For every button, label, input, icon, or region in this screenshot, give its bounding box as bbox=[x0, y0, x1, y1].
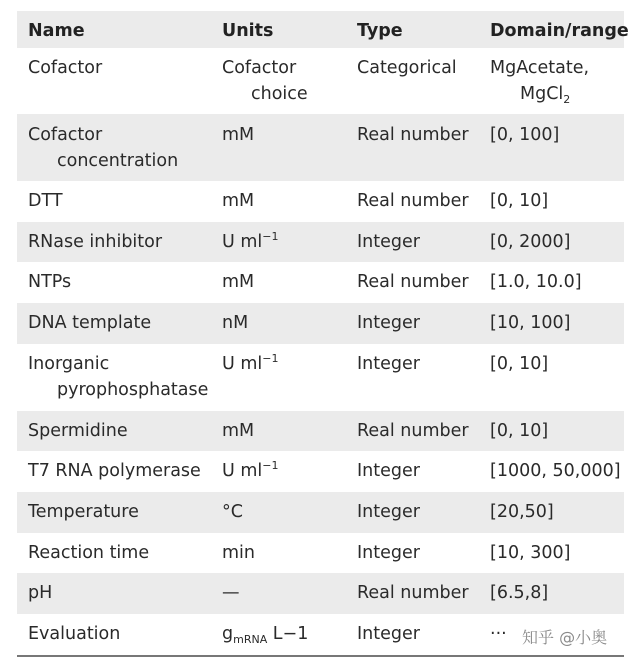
cell-type: Integer bbox=[357, 543, 420, 563]
cell-type: Integer bbox=[357, 624, 420, 644]
cell-units: mM bbox=[222, 191, 255, 211]
cell-name: Cofactor bbox=[28, 58, 103, 78]
table-row bbox=[17, 114, 624, 181]
cell-units: Cofactor choice bbox=[222, 58, 308, 104]
cell-type: Integer bbox=[357, 461, 420, 481]
cell-name: Spermidine bbox=[28, 421, 128, 441]
cell-units: U $ml^{-1}$ bbox=[222, 459, 279, 481]
cell-domain: [1000, 50,000] bbox=[490, 461, 621, 481]
cell-type: Real number bbox=[357, 272, 469, 292]
cell-domain: [10, 100] bbox=[490, 313, 571, 333]
table-header-row bbox=[17, 11, 629, 48]
parameter-table bbox=[17, 11, 629, 657]
cell-units: °C bbox=[222, 502, 243, 522]
table-row bbox=[17, 181, 624, 222]
cell-units: U $ml^{-1}$ bbox=[222, 230, 279, 252]
cell-domain: [1.0, 10.0] bbox=[490, 272, 582, 292]
cell-domain: ··· bbox=[490, 624, 507, 644]
table-row bbox=[17, 222, 624, 262]
table-row bbox=[17, 411, 624, 451]
cell-type: Real number bbox=[357, 421, 469, 441]
cell-name: Inorganic pyrophosphatase bbox=[28, 354, 209, 400]
cell-name: DTT bbox=[28, 191, 63, 211]
cell-type: Integer bbox=[357, 354, 420, 374]
cell-name: NTPs bbox=[28, 272, 72, 292]
cell-name: T7 RNA polymerase bbox=[28, 461, 201, 481]
cell-domain: [10, 300] bbox=[490, 543, 571, 563]
cell-name: Reaction time bbox=[28, 543, 150, 563]
cell-name: Temperature bbox=[28, 502, 139, 522]
cell-name: pH bbox=[28, 583, 53, 603]
table-row bbox=[17, 573, 624, 614]
cell-units: $g_{mRNA}$ L−1 bbox=[222, 624, 309, 646]
cell-domain: [0, 2000] bbox=[490, 232, 571, 252]
table-bottom-rule bbox=[17, 655, 624, 657]
cell-units: min bbox=[222, 543, 256, 563]
cell-name: Cofactor concentration bbox=[28, 125, 179, 171]
cell-units: mM bbox=[222, 421, 255, 441]
header-domain: Domain/range bbox=[490, 21, 629, 41]
cell-units: nM bbox=[222, 313, 249, 333]
cell-domain: [0, 10] bbox=[490, 191, 549, 211]
watermark: 知乎 @小奥 bbox=[522, 628, 608, 647]
cell-domain: MgAcetate, MgCl$_2$ bbox=[490, 58, 590, 106]
cell-units: mM bbox=[222, 125, 255, 145]
cell-type: Categorical bbox=[357, 58, 457, 78]
cell-units: U $ml^{-1}$ bbox=[222, 352, 279, 374]
cell-units: — bbox=[222, 583, 240, 603]
cell-type: Integer bbox=[357, 232, 420, 252]
cell-type: Integer bbox=[357, 502, 420, 522]
cell-type: Integer bbox=[357, 313, 420, 333]
cell-name: Evaluation bbox=[28, 624, 121, 644]
cell-domain: [20,50] bbox=[490, 502, 554, 522]
cell-units: mM bbox=[222, 272, 255, 292]
cell-type: Real number bbox=[357, 125, 469, 145]
header-type: Type bbox=[357, 21, 403, 41]
header-units: Units bbox=[222, 21, 274, 41]
header-name: Name bbox=[28, 21, 85, 41]
cell-type: Real number bbox=[357, 191, 469, 211]
table-row bbox=[17, 303, 624, 344]
table-row bbox=[17, 344, 624, 411]
cell-type: Real number bbox=[357, 583, 469, 603]
cell-name: DNA template bbox=[28, 313, 152, 333]
cell-domain: [0, 10] bbox=[490, 421, 549, 441]
table-row bbox=[17, 48, 624, 114]
table-row bbox=[17, 533, 624, 573]
cell-domain: [0, 10] bbox=[490, 354, 549, 374]
cell-domain: [6.5,8] bbox=[490, 583, 549, 603]
table-row bbox=[17, 492, 624, 533]
table-row bbox=[17, 451, 624, 492]
table-row bbox=[17, 262, 624, 303]
cell-domain: [0, 100] bbox=[490, 125, 560, 145]
cell-name: RNase inhibitor bbox=[28, 232, 163, 252]
